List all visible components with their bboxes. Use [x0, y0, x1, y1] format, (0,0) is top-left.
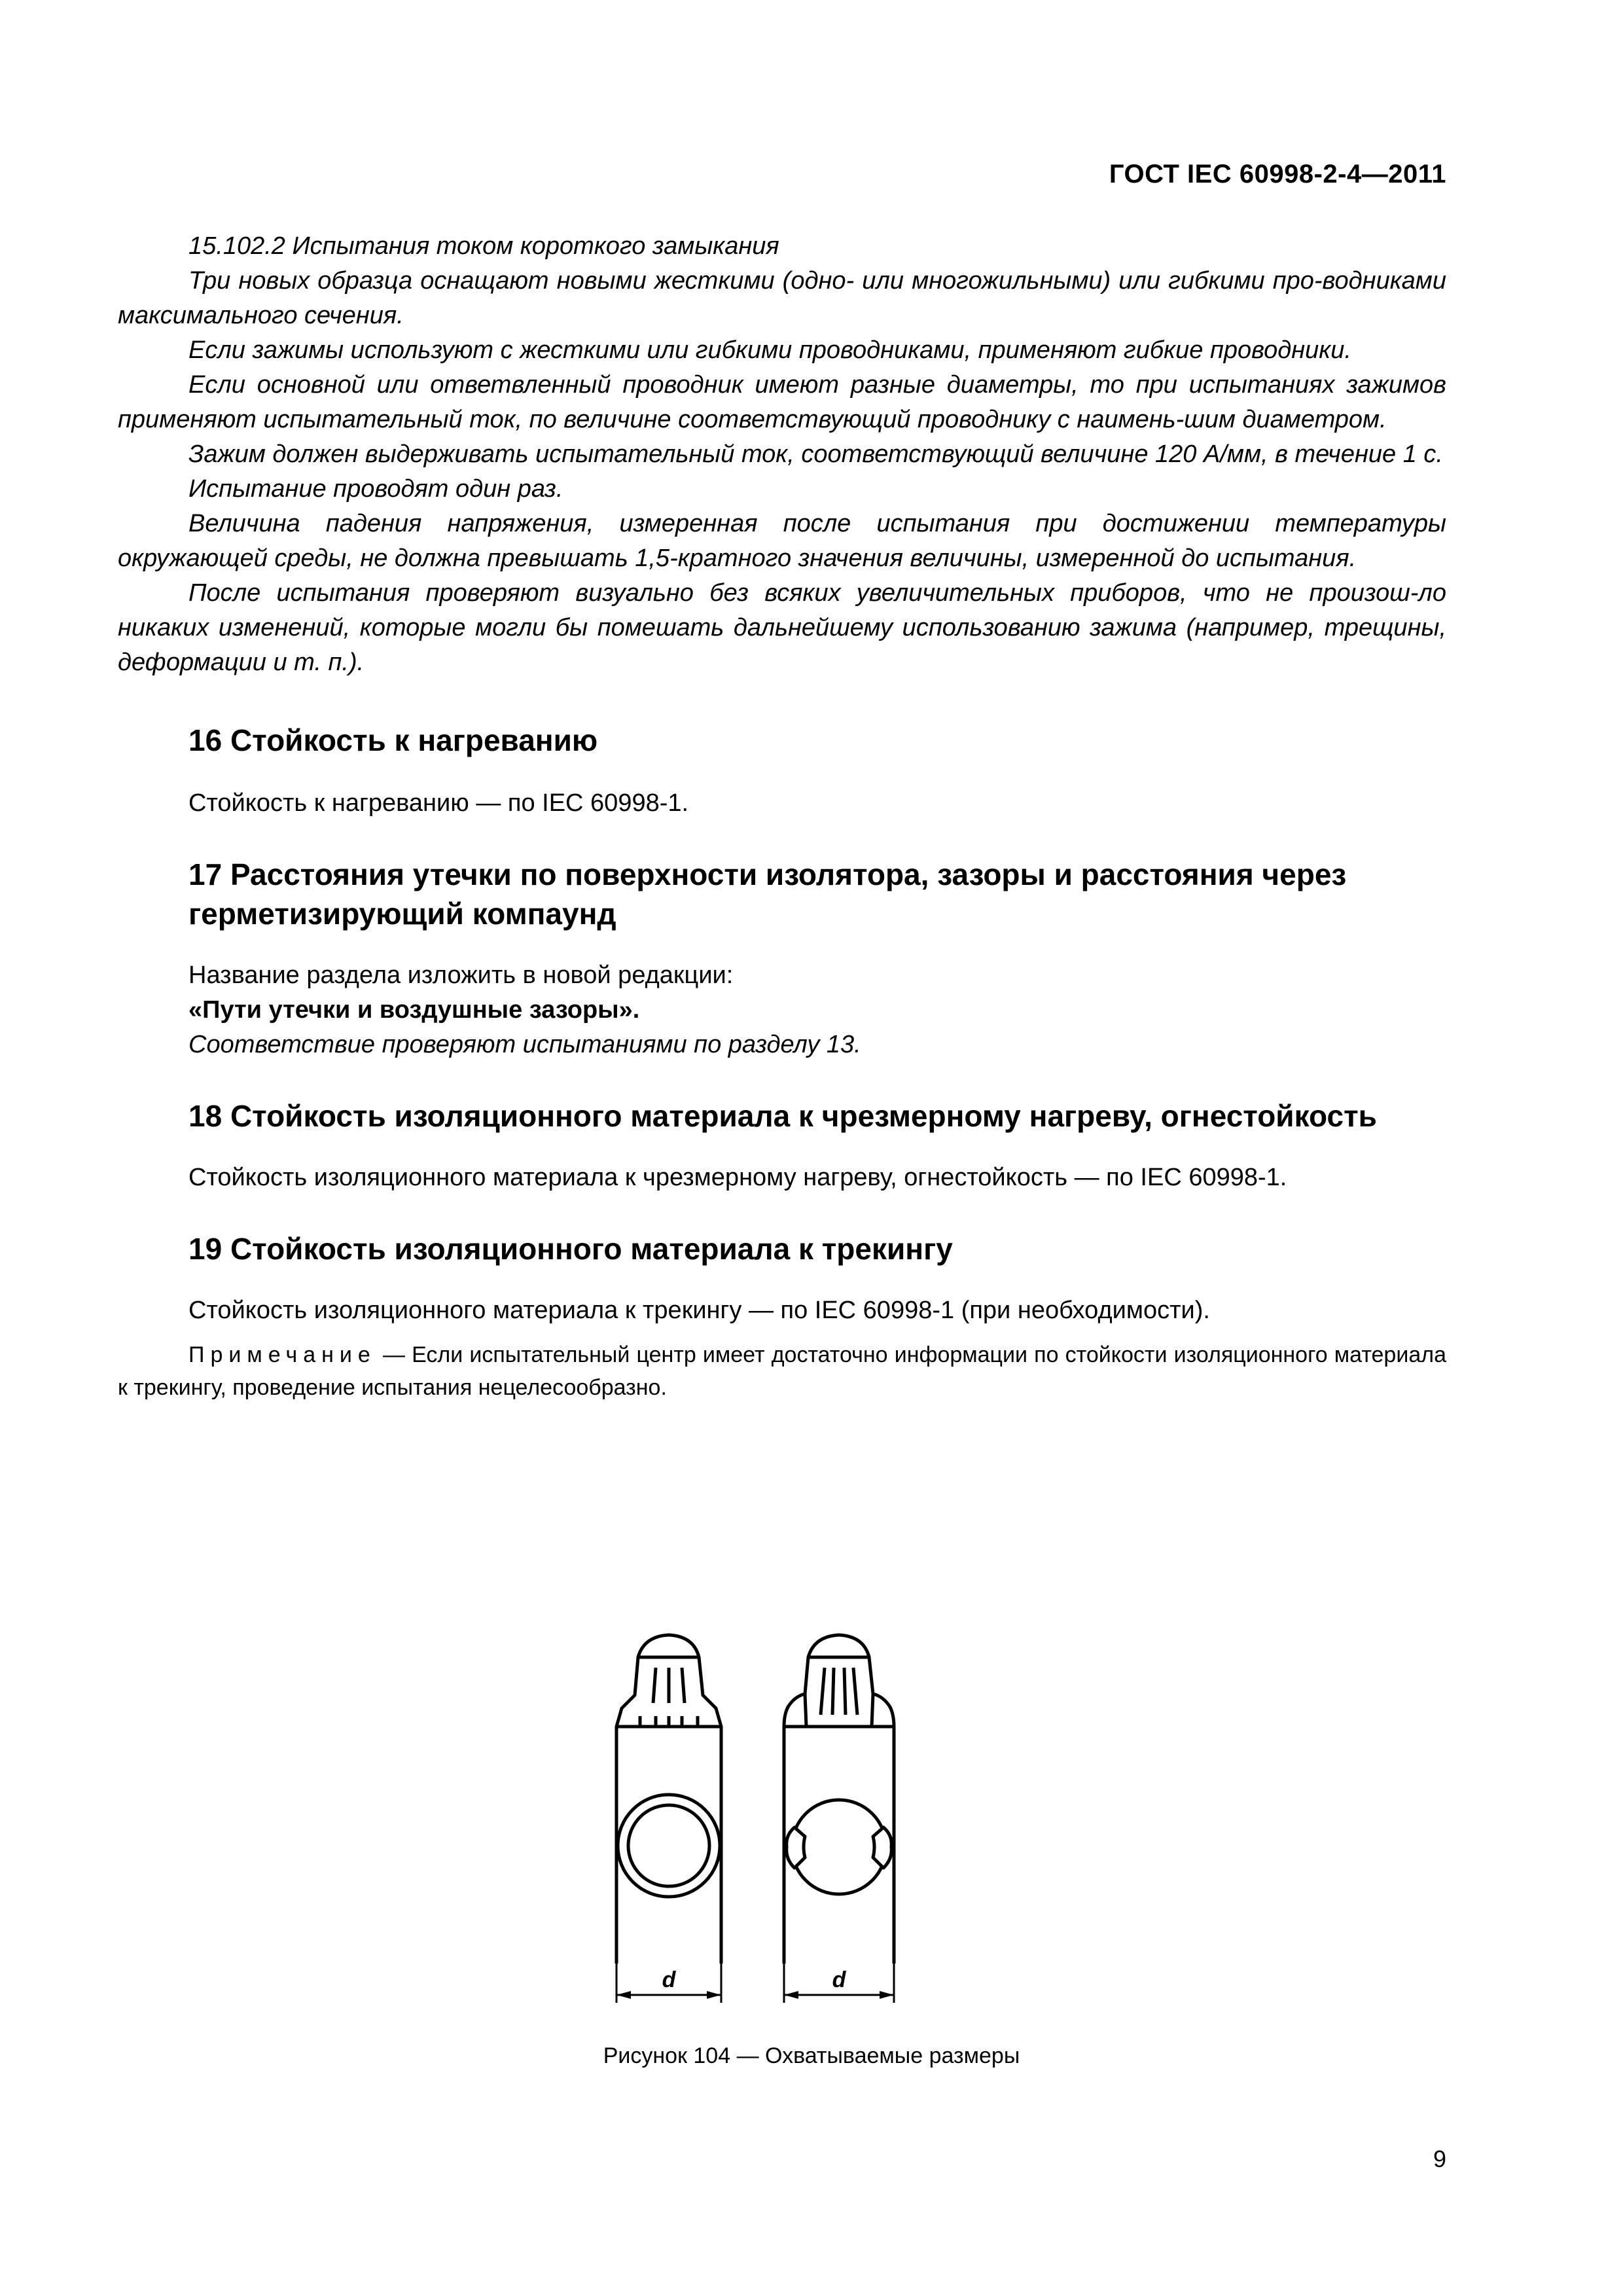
paragraph: Если основной или ответвленный проводник имеют разные диаметры, то при испытаниях зажимов применяют испытательный ток, по величине соответствующий проводнику с наимень-шим диаметром.: [118, 371, 1446, 433]
section-text: Стойкость к нагреванию — по IEC 60998-1.: [188, 789, 689, 817]
section-heading-19: 19 Стойкость изоляционного материала к трекингу: [188, 1232, 953, 1266]
section-heading-17: 17 Расстояния утечки по поверхности изолятора, зазоры и расстояния через герметизирующий компаунд: [188, 857, 1347, 931]
main-content: [118, 229, 1446, 1404]
subsection-title: 15.102.2 Испытания током короткого замыкания: [188, 232, 779, 260]
note-label: Примечание: [188, 1342, 376, 1367]
paragraph: Если зажимы используют с жесткими или гибкими проводниками, применяют гибкие проводники.: [188, 336, 1351, 364]
page-number: 9: [1433, 2145, 1446, 2172]
paragraph: После испытания проверяют визуально без всяких увеличительных приборов, что не произош-ло никаких изменений, которые могли бы помешать дальнейшему использованию зажима (например, трещины, деформации и т. п.).: [118, 579, 1446, 676]
paragraph: Зажим должен выдерживать испытательный ток, соответствующий величине 120 А/мм, в течение 1 с.: [188, 440, 1443, 468]
section-heading-18: 18 Стойкость изоляционного материала к чрезмерному нагреву, огнестойкость: [188, 1099, 1377, 1133]
dimension-label-right: d: [832, 1967, 846, 1992]
paragraph: Испытание проводят один раз.: [188, 475, 563, 503]
left-connector-drawing: [616, 1635, 721, 2003]
section-italic-text: Соответствие проверяют испытаниями по разделу 13.: [188, 1031, 861, 1058]
section-heading-16: 16 Стойкость к нагреванию: [188, 723, 598, 757]
section-text: Стойкость изоляционного материала к трекингу — по IEC 60998-1 (при необходимости).: [188, 1297, 1210, 1324]
section-text: Название раздела изложить в новой редакции:: [188, 961, 734, 989]
paragraph: Величина падения напряжения, измеренная после испытания при достижении температуры окружающей среды, не должна превышать 1,5-кратного значения величины, измеренной до испытания.: [118, 510, 1446, 572]
figure-caption: Рисунок 104 — Охватываемые размеры: [603, 2043, 1020, 2068]
section-text: Стойкость изоляционного материала к чрезмерному нагреву, огнестойкость — по IEC 60998-1.: [188, 1164, 1287, 1191]
right-connector-drawing: [784, 1635, 894, 2003]
document-code: ГОСТ IEC 60998-2-4—2011: [1109, 160, 1446, 188]
note-text: — Если испытательный центр имеет достаточно информации по стойкости изоляционного материала к трекингу, проведение испытания нецелесообразно.: [118, 1342, 1446, 1400]
paragraph: Три новых образца оснащают новыми жесткими (одно- или многожильными) или гибкими про-водниками максимального сечения.: [118, 267, 1446, 329]
note: [118, 1338, 1446, 1404]
figure-104-drawing: [576, 1617, 982, 2022]
section-bold-text: «Пути утечки и воздушные зазоры».: [188, 996, 640, 1024]
dimension-label-left: d: [662, 1967, 676, 1992]
